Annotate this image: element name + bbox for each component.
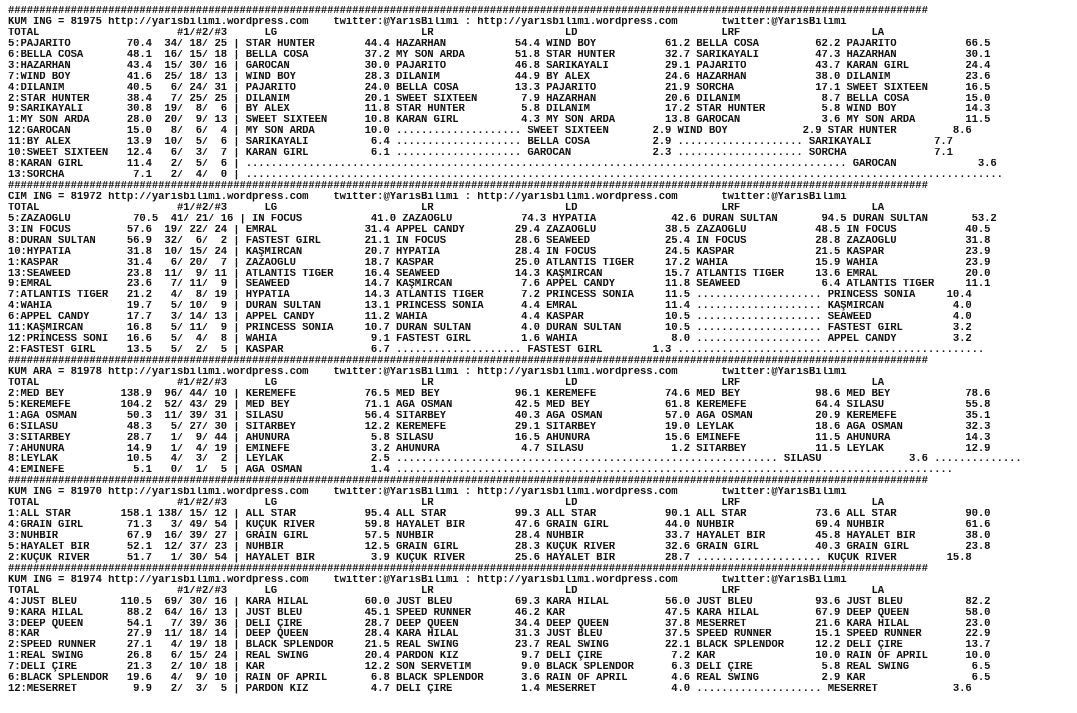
table-row: 5:PAJARITO 70.4 34/ 18/ 25 | STAR HUNTER 44.4 HAZARHAN 54.4 WIND BOY 61.2 BELLA COSA 62.2 PAJARITO 66.5 (8, 38, 991, 50)
table-row: 3:DEEP QUEEN 54.1 7/ 39/ 36 | DELİ ÇİRE 28.7 DEEP QUEEN 34.4 DEEP QUEEN 37.8 MESERRET 21.6 KARA HİLAL 23.0 (8, 618, 991, 630)
table-row: 7:AHUNURA 14.9 1/ 4/ 19 | EMİNEFE 3.2 AHUNURA 4.7 SILASU 1.2 SITARBEY 11.5 LEYLAK 12.9 (8, 443, 991, 455)
column-header: TOTAL #1/#2/#3 LG LR LD LRF LA (8, 202, 885, 214)
table-row: 9:EMRAL 23.6 7/ 11/ 9 | SEAWEED 14.7 KAŞMIRCAN 7.6 APPEL CANDY 11.8 SEAWEED 6.4 ATLANTIS TIGER 11.1 (8, 279, 991, 291)
column-header: TOTAL #1/#2/#3 LG LR LD LRF LA (8, 27, 885, 39)
table-row: 10:SWEET SIXTEEN 12.4 6/ 3/ 7 | KARAN GIRL 6.1 .................... GAROCAN 2.3 .................... SORCHA 7.1 (8, 148, 953, 160)
table-row: 5:HAYALET BİR 52.1 12/ 37/ 23 | NUHBIR 12.5 GRAIN GIRL 28.3 KÜÇÜK RIVER 32.6 GRAIN GIRL 40.3 GRAIN GIRL 23.8 (8, 541, 991, 553)
section-separator: ################################################################################################################################################### (8, 476, 928, 488)
column-header: TOTAL #1/#2/#3 LG LR LD LRF LA (8, 377, 885, 389)
table-row: 8:KAR 27.9 11/ 18/ 14 | DEEP QUEEN 28.4 KARA HİLAL 31.3 JUST BLEU 37.5 SPEED RUNNER 15.1 SPEED RUNNER 22.9 (8, 629, 991, 641)
table-row: 12:PRINCESS SONI 16.6 5/ 4/ 8 | WAHIA 9.1 FASTEST GIRL 1.6 WAHIA 8.0 .................... APPEL CANDY 3.2 (8, 334, 972, 346)
column-header: TOTAL #1/#2/#3 LG LR LD LRF LA (8, 498, 885, 510)
table-row: 12:MESERRET 9.9 2/ 3/ 5 | PARDON KIZ 4.7 DELİ ÇİRE 1.4 MESERRET 4.0 .................... MESERRET 3.6 (8, 684, 972, 696)
table-row: 5:ZAZAOĞLU 70.5 41/ 21/ 16 | IN FOCUS 41.0 ZAZAOĞLU 74.3 HYPATIA 42.6 DURAN SULTAN 94.5 DURAN SULTAN 53.2 (8, 213, 997, 225)
table-row: 8:DURAN SULTAN 56.9 32/ 6/ 2 | FASTEST GIRL 21.1 IN FOCUS 28.6 SEAWEED 25.4 IN FOCUS 28.8 ZAZAOĞLU 31.8 (8, 235, 991, 247)
table-row: 1:REAL SWING 26.8 6/ 15/ 24 | REAL SWING 20.4 PARDON KIZ 9.7 DELİ ÇİRE 7.2 KAR 10.0 RAIN OF APRIL 10.0 (8, 651, 991, 663)
table-row: 4:JUST BLEU 110.5 69/ 30/ 16 | KARA HİLAL 60.0 JUST BLEU 69.3 KARA HİLAL 56.0 JUST BLEU 93.6 JUST BLEU 82.2 (8, 596, 991, 608)
table-row: 3:NUHBIR 67.9 16/ 39/ 27 | GRAIN GIRL 57.5 NUHBIR 28.4 NUHBIR 33.7 HAYALET BİR 45.8 HAYALET BİR 38.0 (8, 531, 991, 542)
section-separator: ################################################################################################################################################### (8, 356, 928, 367)
table-row: 6:BLACK SPLENDOR 19.6 4/ 9/ 10 | RAIN OF APRIL 6.8 BLACK SPLENDOR 3.6 RAIN OF APRIL 4.6 REAL SWING 2.9 KAR 6.5 (8, 673, 991, 685)
table-row: 13:SORCHA 7.1 2/ 4/ 0 | ......................................................................................................................... (8, 170, 1003, 181)
section-separator: ################################################################################################################################################### (8, 181, 928, 192)
table-row: 2:MED BEY 138.9 96/ 44/ 10 | KEREMEFE 76.5 MED BEY 96.1 KEREMEFE 74.6 MED BEY 98.6 MED BEY 78.6 (8, 388, 991, 400)
table-row: 12:GAROCAN 15.0 8/ 6/ 4 | MY SON ARDA 10.0 .................... SWEET SIXTEEN 2.9 WIND BOY 2.9 STAR HUNTER 8.6 (8, 126, 972, 138)
table-row: 3:SITARBEY 28.7 1/ 9/ 44 | AHUNURA 5.8 SILASU 16.5 AHUNURA 15.6 EMİNEFE 11.5 AHUNURA 14.3 (8, 432, 991, 444)
table-row: 3:HAZARHAN 43.4 15/ 30/ 16 | GAROCAN 30.0 PAJARITO 46.8 SARIKAYALI 29.1 PAJARITO 43.7 KARAN GIRL 24.4 (8, 60, 991, 72)
table-row: 4:EMİNEFE 5.1 0/ 1/ 5 | AĞA OSMAN 1.4 ......................................................................................... (8, 465, 953, 477)
table-row: 6:BELLA COSA 48.1 16/ 15/ 18 | BELLA COSA 37.2 MY SON ARDA 51.8 STAR HUNTER 32.7 SARIKAYALI 47.3 HAZARHAN 30.1 (8, 49, 991, 61)
race-header: KUM ING = 81970 http://yarisbilimi.wordpress.com twitter:@YarisBilimi : http://yarisbilimi.wordpress.com twitter:@YarisBilimi (8, 487, 847, 499)
table-row: 4:GRAIN GIRL 71.3 3/ 49/ 54 | KÜÇÜK RIVER 59.8 HAYALET BİR 47.6 GRAIN GIRL 44.0 NUHBIR 69.4 NUHBIR 61.6 (8, 520, 991, 531)
table-row: 11:KAŞMIRCAN 16.8 5/ 11/ 9 | PRINCESS SONIA 10.7 DURAN SULTAN 4.0 DURAN SULTAN 10.5 .................... FASTEST GIRL 3.2 (8, 323, 972, 335)
table-row: 1:KASPAR 31.4 6/ 20/ 7 | ZAZAOĞLU 18.7 KASPAR 25.0 ATLANTIS TIGER 17.2 WAHIA 15.9 WAHIA 23.9 (8, 257, 991, 269)
table-row: 1:AĞA OSMAN 50.3 11/ 39/ 31 | SILASU 56.4 SITARBEY 40.3 AĞA OSMAN 57.0 AĞA OSMAN 20.9 KEREMEFE 35.1 (8, 410, 991, 422)
table-row: 6:APPEL CANDY 17.7 3/ 14/ 13 | APPEL CANDY 11.2 WAHIA 4.4 KASPAR 10.5 .................... SEAWEED 4.0 (8, 312, 972, 324)
table-row: 2:FASTEST GIRL 13.5 5/ 2/ 5 | KASPAR 6.7 .................... FASTEST GIRL 1.3 ................................................. (8, 345, 985, 356)
race-header: KUM ING = 81974 http://yarisbilimi.wordpress.com twitter:@YarisBilimi : http://yarisbilimi.wordpress.com twitter:@YarisBilimi (8, 574, 847, 586)
table-row: 9:SARIKAYALI 30.8 19/ 8/ 6 | BY ALEX 11.8 STAR HUNTER 5.8 DİLANIM 17.2 STAR HUNTER 5.8 WIND BOY 14.3 (8, 104, 991, 116)
table-row: 1:MY SON ARDA 28.0 20/ 9/ 13 | SWEET SIXTEEN 10.8 KARAN GIRL 4.3 MY SON ARDA 13.8 GAROCAN 3.6 MY SON ARDA 11.5 (8, 115, 991, 127)
table-row: 2:SPEED RUNNER 27.1 4/ 19/ 18 | BLACK SPLENDOR 21.5 REAL SWING 23.7 REAL SWING 22.1 BLACK SPLENDOR 12.2 DELİ ÇİRE 13.7 (8, 640, 991, 652)
race-header: KUM ING = 81975 http://yarisbilimi.wordpress.com twitter:@YarisBilimi : http://yarisbilimi.wordpress.com twitter:@YarisBilimi (8, 16, 847, 28)
race-header: CIM ING = 81972 http://yarisbilimi.wordpress.com twitter:@YarisBilimi : http://yarisbilimi.wordpress.com twitter:@YarisBilimi (8, 191, 847, 203)
table-row: 9:KARA HİLAL 88.2 64/ 16/ 13 | JUST BLEU 45.1 SPEED RUNNER 46.2 KAR 47.5 KARA HİLAL 67.9 DEEP QUEEN 58.0 (8, 607, 991, 619)
column-header: TOTAL #1/#2/#3 LG LR LD LRF LA (8, 585, 885, 597)
section-separator: ################################################################################################################################################### (8, 6, 928, 17)
table-row: 10:HYPATIA 31.8 10/ 15/ 24 | KAŞMIRCAN 20.7 HYPATIA 28.4 IN FOCUS 24.5 KASPAR 21.5 KASPAR 23.9 (8, 246, 991, 258)
table-row: 2:KÜÇÜK RIVER 51.7 1/ 30/ 54 | HAYALET BİR 3.9 KÜÇÜK RIVER 25.6 HAYALET BİR 28.7 .................... KÜÇÜK RIVER 15.8 (8, 552, 972, 564)
race-stats-document (8, 6, 1022, 695)
table-row: 8:KARAN GIRL 11.4 2/ 5/ 6 | ................................................................................................ GAROCAN 3.6 (8, 159, 997, 171)
table-row: 8:LEYLAK 10.5 4/ 3/ 2 | LEYLAK 2.5 ............................................................. SILASU 3.6 .............. (8, 454, 1022, 466)
table-row: 7:DELİ ÇİRE 21.3 2/ 10/ 18 | KAR 12.2 SON SERVETİM 9.0 BLACK SPLENDOR 6.3 DELİ ÇİRE 5.8 REAL SWING 6.5 (8, 662, 991, 674)
table-row: 3:IN FOCUS 57.6 19/ 22/ 24 | EMRAL 31.4 APPEL CANDY 29.4 ZAZAOĞLU 38.5 ZAZAOĞLU 48.5 IN FOCUS 40.5 (8, 224, 991, 236)
table-row: 5:KEREMEFE 104.2 52/ 43/ 29 | MED BEY 71.1 AĞA OSMAN 42.5 MED BEY 61.8 KEREMEFE 64.4 SILASU 55.8 (8, 399, 991, 411)
table-row: 4:WAHIA 19.7 5/ 10/ 9 | DURAN SULTAN 13.1 PRINCESS SONIA 4.4 EMRAL 11.4 .................... KAŞMIRCAN 4.0 (8, 301, 972, 313)
table-row: 7:ATLANTIS TIGER 21.2 4/ 8/ 19 | HYPATIA 14.3 ATLANTIS TIGER 7.2 PRINCESS SONIA 11.5 .................... PRINCESS SONIA 10.4 (8, 290, 972, 302)
table-row: 7:WIND BOY 41.6 25/ 18/ 13 | WIND BOY 28.3 DİLANIM 44.9 BY ALEX 24.6 HAZARHAN 38.0 DİLANIM 23.6 (8, 71, 991, 83)
table-row: 13:SEAWEED 23.8 11/ 9/ 11 | ATLANTIS TIGER 16.4 SEAWEED 14.3 KAŞMIRCAN 15.7 ATLANTIS TIGER 13.6 EMRAL 20.0 (8, 268, 991, 280)
section-separator: ################################################################################################################################################### (8, 563, 928, 575)
table-row: 2:STAR HUNTER 38.4 7/ 25/ 25 | DİLANIM 20.1 SWEET SIXTEEN 7.9 HAZARHAN 20.6 DİLANIM 8.7 BELLA COSA 15.0 (8, 93, 991, 105)
table-row: 6:SILASU 48.3 5/ 27/ 30 | SITARBEY 12.2 KEREMEFE 29.1 SITARBEY 19.0 LEYLAK 18.6 AĞA OSMAN 32.3 (8, 421, 991, 433)
table-row: 11:BY ALEX 13.9 10/ 5/ 6 | SARIKAYALI 6.4 .................... BELLA COSA 2.9 .................... SARIKAYALI 7.7 (8, 137, 953, 149)
table-row: 1:ALL STAR 158.1 138/ 15/ 12 | ALL STAR 95.4 ALL STAR 99.3 ALL STAR 90.1 ALL STAR 73.6 ALL STAR 90.0 (8, 509, 991, 521)
table-row: 4:DİLANIM 40.5 6/ 24/ 31 | PAJARITO 24.0 BELLA COSA 13.3 PAJARITO 21.9 SORCHA 17.1 SWEET SIXTEEN 16.5 (8, 82, 991, 94)
race-header: KUM ARA = 81978 http://yarisbilimi.wordpress.com twitter:@YarisBilimi : http://yarisbilimi.wordpress.com twitter:@YarisBilimi (8, 366, 847, 378)
